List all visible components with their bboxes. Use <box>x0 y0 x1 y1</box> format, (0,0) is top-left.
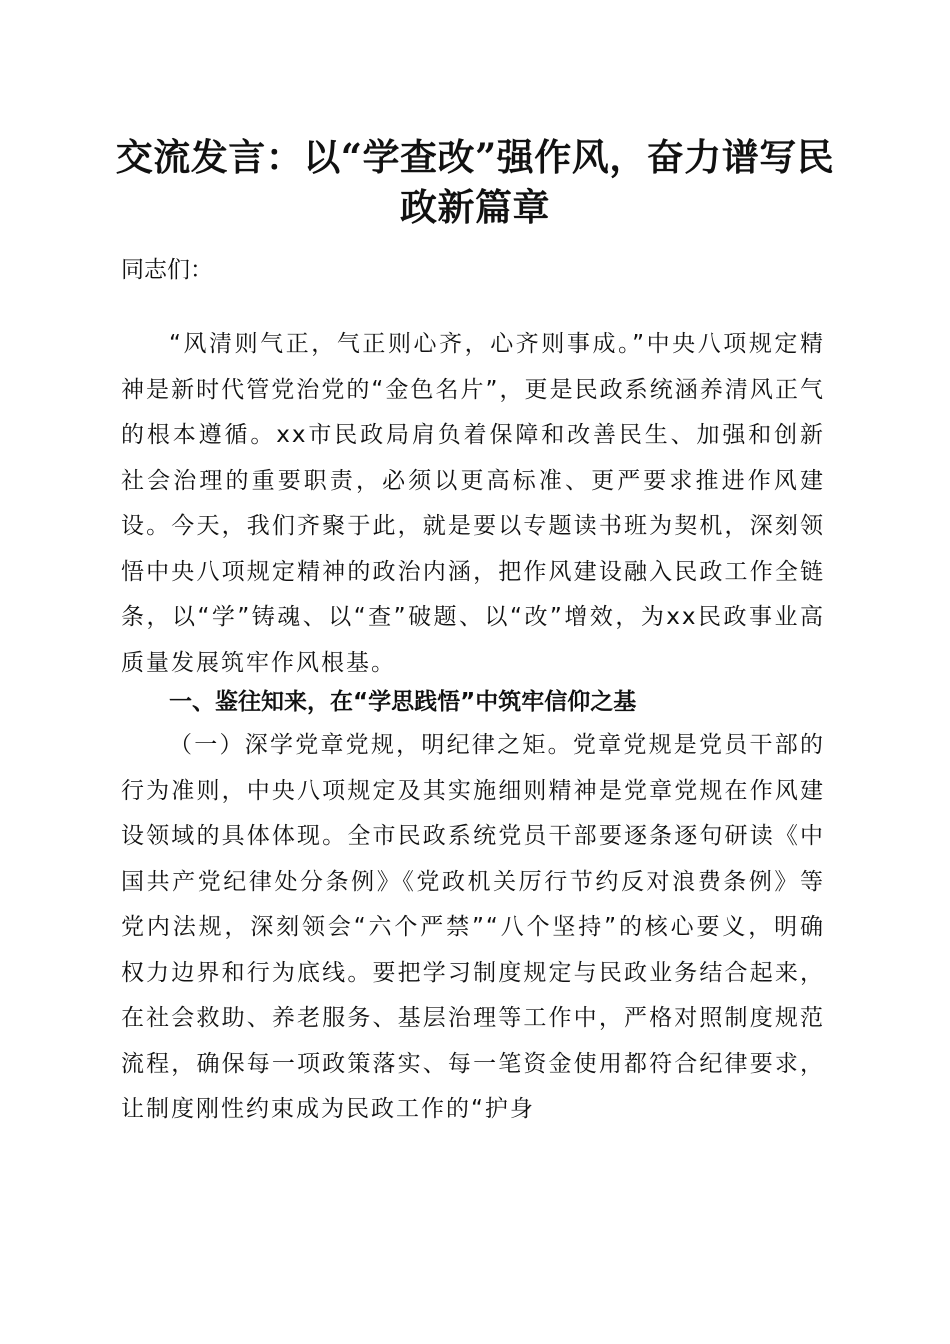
subsection-lead: （一）深学党章党规，明纪律之矩。 <box>169 732 573 758</box>
section-1-body-text: 党章党规是党员干部的行为准则，中央八项规定及其实施细则精神是党章党规在作风建设领域的具体体现。全市民政系统党员干部要逐条逐句研读《中国共产党纪律处分条例》《党政机关厉行节约反对浪费条例》等党内法规，深刻领会“六个严禁”“八个坚持”的核心要义，明确权力边界和行为底线。要把学习制度规定与民政业务结合起来，在社会救助、养老服务、基层治理等工作中，严格对照制度规范流程，确保每一项政策落实、每一笔资金使用都符合纪律要求，让制度刚性约束成为民政工作的“护身 <box>121 732 826 1122</box>
section-heading-1: 一、鉴往知来，在“学思践悟”中筑牢信仰之基 <box>169 689 637 715</box>
section-1-paragraph <box>121 723 825 1133</box>
document-title: 交流发言：以“学查改”强作风，奋力谱写民政新篇章 <box>115 135 835 229</box>
salutation: 同志们： <box>121 257 213 283</box>
intro-paragraph: “风清则气正，气正则心齐，心齐则事成。”中央八项规定精神是新时代管党治党的“金色名片”，更是民政系统涵养清风正气的根本遵循。xx市民政局肩负着保障和改善民生、加强和创新社会治理的重要职责，必须以更高标准、更严要求推进作风建设。今天，我们齐聚于此，就是要以专题读书班为契机，深刻领悟中央八项规定精神的政治内涵，把作风建设融入民政工作全链条，以“学”铸魂、以“查”破题、以“改”增效，为xx民政事业高质量发展筑牢作风根基。 <box>121 331 825 676</box>
